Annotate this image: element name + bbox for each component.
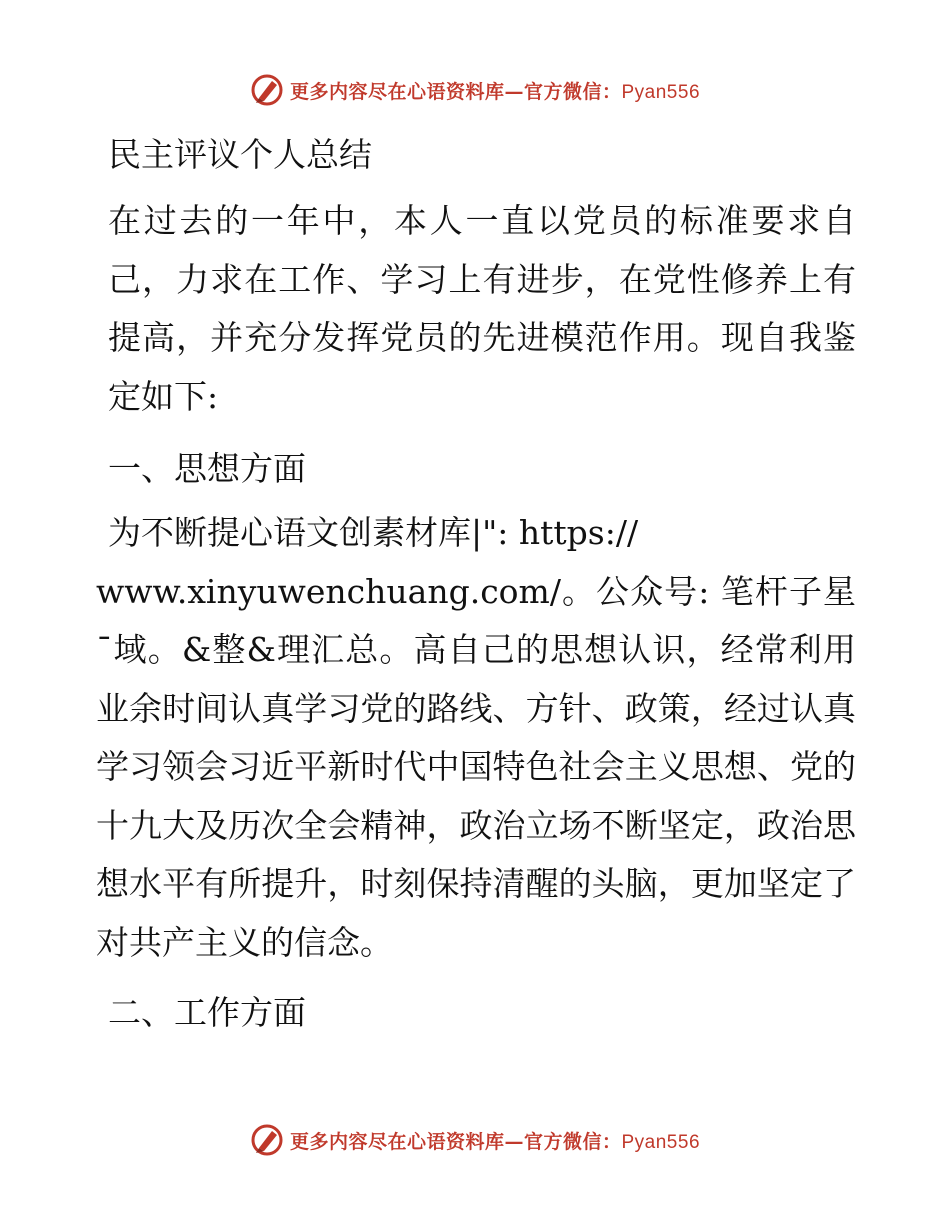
document-title: 民主评议个人总结 — [108, 135, 372, 174]
document-body — [96, 118, 856, 1042]
header-banner — [0, 70, 950, 110]
pen-nib-logo-icon — [250, 73, 284, 107]
footer-banner — [0, 1120, 950, 1160]
section1-paragraph: www.xinyuwenchuang.com/。公众号: 笔杆子星¯域。&整&理汇总。高自己的思想认识，经常利用业余时间认真学习党的路线、方针、政策，经过认真学习领会习近平新时代中国特色社会主义思想、党的十九大及历次全会精神，政治立场不断坚定，政治思想水平有所提升，时刻保持清醒的头脑，更加坚定了对共产主义的信念。 — [96, 571, 856, 962]
section2-heading: 二、工作方面 — [108, 993, 306, 1032]
footer-banner-slogan: 更多内容尽在心语资料库—官方微信： — [289, 1130, 622, 1153]
section1-url-line: 为不断提心语文创素材库|": https:// — [108, 513, 639, 552]
header-banner-text — [290, 77, 700, 104]
intro-paragraph: 在过去的一年中，本人一直以党员的标准要求自己，力求在工作、学习上有进步，在党性修养上有提高，并充分发挥党员的先进模范作用。现自我鉴定如下: — [108, 201, 856, 416]
header-banner-inner — [250, 73, 700, 107]
footer-banner-inner — [250, 1123, 700, 1157]
footer-banner-text — [290, 1127, 700, 1154]
footer-banner-wechat-id: Pyan556 — [621, 1131, 701, 1153]
section1-heading: 一、思想方面 — [108, 449, 306, 488]
header-banner-slogan: 更多内容尽在心语资料库—官方微信： — [289, 80, 622, 103]
header-banner-wechat-id: Pyan556 — [621, 81, 701, 103]
pen-nib-logo-icon — [250, 1123, 284, 1157]
